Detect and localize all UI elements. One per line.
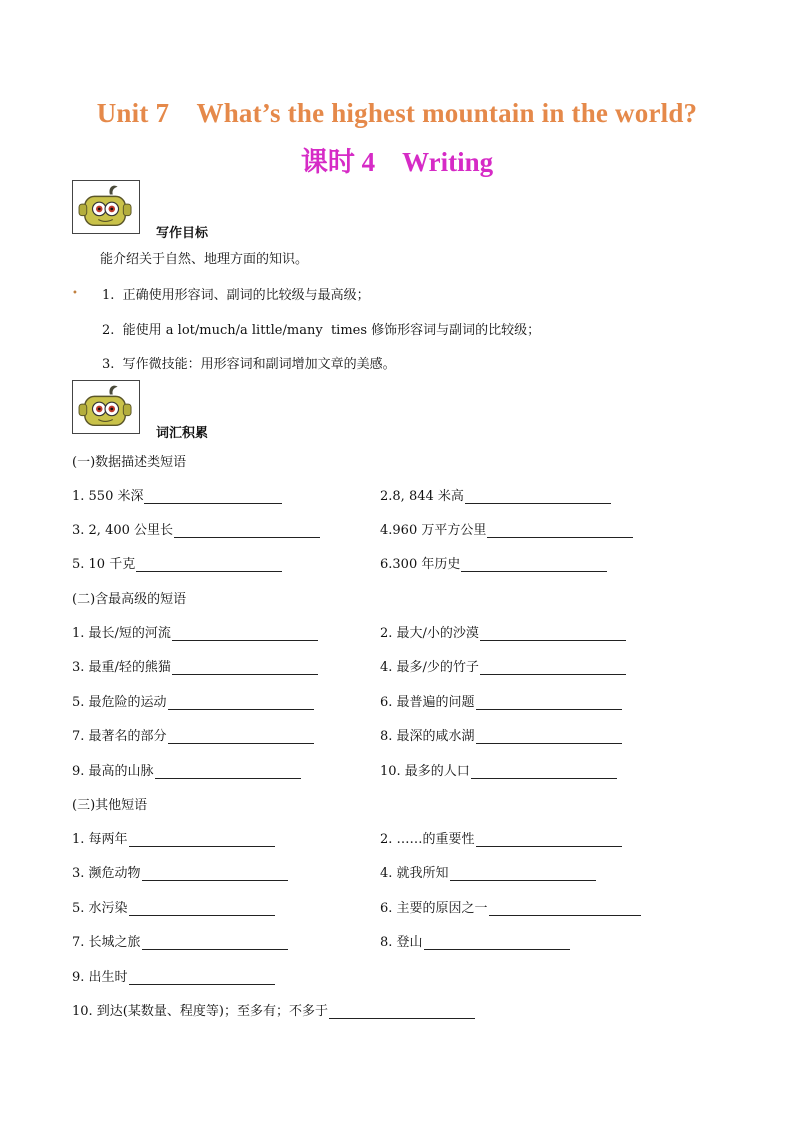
vocab-item: 2.8, 844 米高 bbox=[380, 485, 611, 504]
vocab-item: 9. 最高的山脉 bbox=[72, 760, 301, 779]
answer-blank[interactable] bbox=[136, 559, 282, 572]
answer-blank[interactable] bbox=[476, 697, 622, 710]
section-heading-vocab: 词汇积累 bbox=[156, 426, 209, 441]
section-heading-goals: 写作目标 bbox=[156, 226, 209, 241]
group-title: (二)含最高级的短语 bbox=[72, 592, 187, 607]
answer-blank[interactable] bbox=[144, 491, 282, 504]
vocab-item: 4. 就我所知 bbox=[380, 862, 596, 881]
mascot-icon bbox=[72, 180, 140, 234]
vocab-item: 3. 濒危动物 bbox=[72, 862, 288, 881]
bullet-dot-icon: • bbox=[72, 288, 78, 299]
group-title: (一)数据描述类短语 bbox=[72, 455, 187, 470]
mascot-icon bbox=[72, 380, 140, 434]
answer-blank[interactable] bbox=[329, 1006, 475, 1019]
vocab-item: 7. 最著名的部分 bbox=[72, 725, 314, 744]
answer-blank[interactable] bbox=[471, 766, 617, 779]
answer-blank[interactable] bbox=[476, 834, 622, 847]
answer-blank[interactable] bbox=[480, 662, 626, 675]
answer-blank[interactable] bbox=[168, 697, 314, 710]
answer-blank[interactable] bbox=[129, 972, 275, 985]
answer-blank[interactable] bbox=[129, 903, 275, 916]
vocab-item: 6. 主要的原因之一 bbox=[380, 897, 641, 916]
vocab-item: 2. 最大/小的沙漠 bbox=[380, 622, 626, 641]
answer-blank[interactable] bbox=[172, 628, 318, 641]
vocab-item: 9. 出生时 bbox=[72, 966, 275, 985]
vocab-item: 1. 每两年 bbox=[72, 828, 275, 847]
vocab-item: 4.960 万平方公里 bbox=[380, 519, 633, 538]
answer-blank[interactable] bbox=[465, 491, 611, 504]
answer-blank[interactable] bbox=[461, 559, 607, 572]
answer-blank[interactable] bbox=[480, 628, 626, 641]
lesson-title: 课时 4 Writing bbox=[300, 147, 494, 177]
answer-blank[interactable] bbox=[450, 868, 596, 881]
answer-blank[interactable] bbox=[129, 834, 275, 847]
answer-blank[interactable] bbox=[142, 868, 288, 881]
vocab-item: 8. 登山 bbox=[380, 931, 570, 950]
answer-blank[interactable] bbox=[142, 937, 288, 950]
vocab-item: 2. ……的重要性 bbox=[380, 828, 622, 847]
answer-blank[interactable] bbox=[489, 903, 641, 916]
vocab-item: 1. 最长/短的河流 bbox=[72, 622, 318, 641]
answer-blank[interactable] bbox=[168, 731, 314, 744]
vocab-item: 4. 最多/少的竹子 bbox=[380, 656, 626, 675]
answer-blank[interactable] bbox=[155, 766, 301, 779]
goal-item: 3. 写作微技能：用形容词和副词增加文章的美感。 bbox=[102, 357, 396, 372]
unit-title: Unit 7 What’s the highest mountain in the world? bbox=[96, 98, 698, 128]
goals-intro: 能介绍关于自然、地理方面的知识。 bbox=[100, 252, 309, 267]
goal-item: 1. 正确使用形容词、副词的比较级与最高级； bbox=[102, 288, 370, 303]
group-title: (三)其他短语 bbox=[72, 798, 148, 813]
vocab-item: 6. 最普遍的问题 bbox=[380, 691, 622, 710]
answer-blank[interactable] bbox=[476, 731, 622, 744]
vocab-item: 5. 10 千克 bbox=[72, 553, 282, 572]
answer-blank[interactable] bbox=[487, 525, 633, 538]
vocab-item: 5. 水污染 bbox=[72, 897, 275, 916]
vocab-item: 3. 最重/轻的熊猫 bbox=[72, 656, 318, 675]
vocab-item: 6.300 年历史 bbox=[380, 553, 607, 572]
answer-blank[interactable] bbox=[172, 662, 318, 675]
vocab-item: 10. 到达(某数量、程度等)；至多有；不多于 bbox=[72, 1000, 475, 1019]
vocab-item: 8. 最深的咸水湖 bbox=[380, 725, 622, 744]
vocab-item: 7. 长城之旅 bbox=[72, 931, 288, 950]
vocab-item: 5. 最危险的运动 bbox=[72, 691, 314, 710]
vocab-item: 1. 550 米深 bbox=[72, 485, 282, 504]
vocab-item: 3. 2, 400 公里长 bbox=[72, 519, 320, 538]
answer-blank[interactable] bbox=[174, 525, 320, 538]
vocab-item: 10. 最多的人口 bbox=[380, 760, 617, 779]
goal-item: 2. 能使用 a lot/much/a little/many times 修饰形容词与副词的比较级； bbox=[102, 323, 541, 338]
answer-blank[interactable] bbox=[424, 937, 570, 950]
